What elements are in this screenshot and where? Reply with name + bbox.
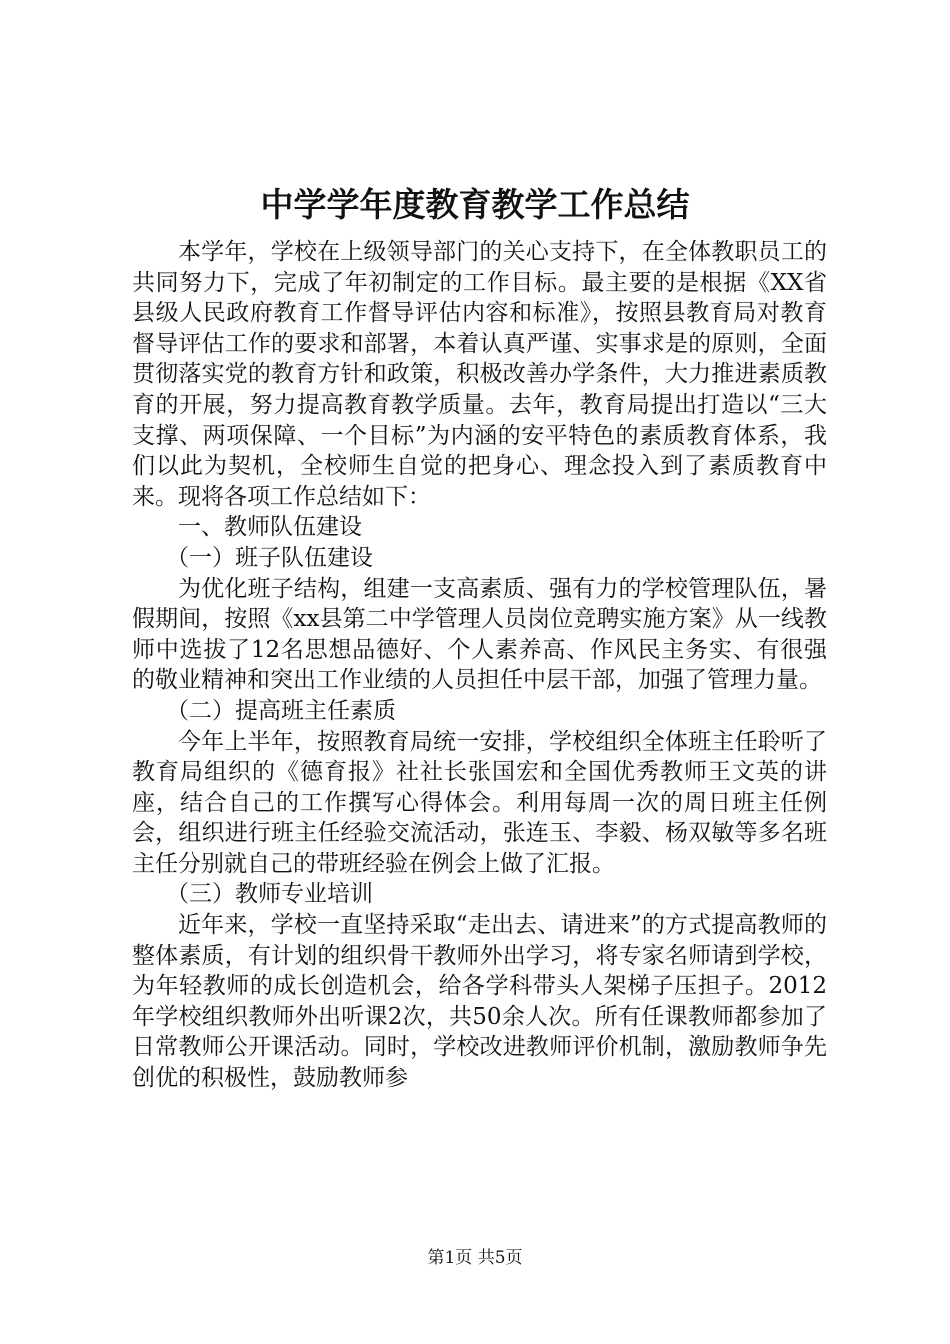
head-teacher-quality-paragraph: 今年上半年，按照教育局统一安排，学校组织全体班主任聆听了教育局组织的《德育报》社社长张国宏和全国优秀教师王文英的讲座，结合自己的工作撰写心得体会。利用每周一次的周日班主任例会，组织进行班主任经验交流活动，张连玉、李毅、杨双敏等多名班主任分别就自己的带班经验在例会上做了汇报。 (132, 728, 827, 877)
leadership-team-paragraph: 为优化班子结构，组建一支高素质、强有力的学校管理队伍，暑假期间，按照《xx县第二中学管理人员岗位竞聘实施方案》从一线教师中选拔了12名思想品德好、个人素养高、作风民主务实、有很强的敬业精神和突出工作业绩的人员担任中层干部，加强了管理力量。 (132, 575, 827, 694)
document-title: 中学学年度教育教学工作总结 (260, 185, 690, 224)
subheading-leadership-team: （一）班子队伍建设 (166, 544, 373, 571)
subheading-head-teacher-quality: （二）提高班主任素质 (166, 697, 396, 724)
document-body (132, 237, 827, 1094)
section-heading-teacher-team: 一、教师队伍建设 (178, 514, 362, 541)
page-number-footer: 第1页 共5页 (427, 1248, 523, 1268)
subheading-teacher-training: （三）教师专业培训 (166, 881, 373, 908)
teacher-training-paragraph: 近年来，学校一直坚持采取“走出去、请进来”的方式提高教师的整体素质，有计划的组织骨干教师外出学习，将专家名师请到学校，为年轻教师的成长创造机会，给各学科带头人架梯子压担子。2012年学校组织教师外出听课2次，共50余人次。所有任课教师都参加了日常教师公开课活动。同时，学校改进教师评价机制，激励教师争先创优的积极性，鼓励教师参 (132, 912, 827, 1092)
intro-paragraph: 本学年，学校在上级领导部门的关心支持下，在全体教职员工的共同努力下，完成了年初制定的工作目标。最主要的是根据《XX省县级人民政府教育工作督导评估内容和标准》，按照县教育局对教育督导评估工作的要求和部署，本着认真严谨、实事求是的原则，全面贯彻落实党的教育方针和政策，积极改善办学条件，大力推进素质教育的开展，努力提高教育教学质量。去年，教育局提出打造以“三大支撑、两项保障、一个目标”为内涵的安平特色的素质教育体系，我们以此为契机，全校师生自觉的把身心、理念投入到了素质教育中来。现将各项工作总结如下： (132, 239, 827, 510)
